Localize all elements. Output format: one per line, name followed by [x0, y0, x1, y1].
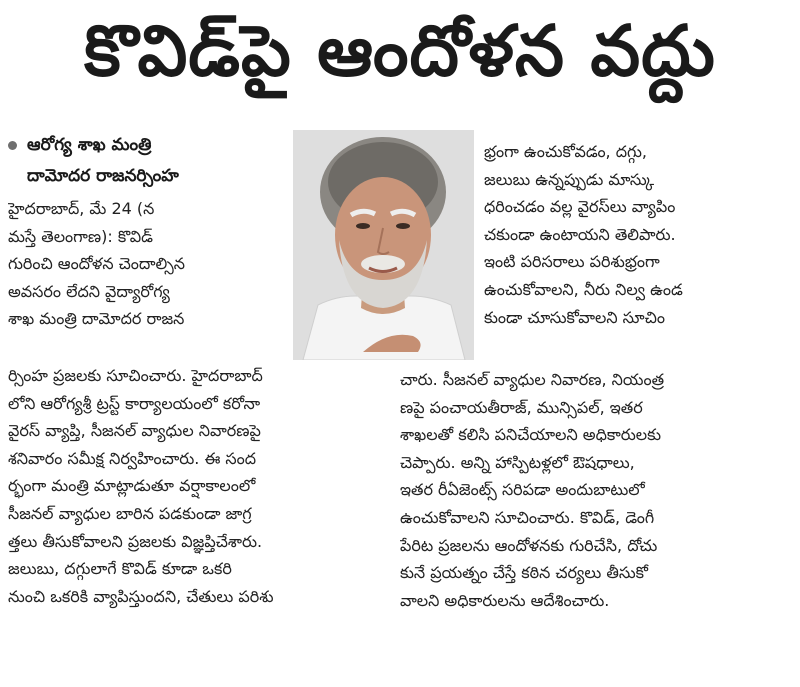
text-line: శాఖలతో కలిసి పనిచేయాలని అధికారులకు	[400, 425, 662, 445]
left-column-top	[8, 195, 288, 333]
portrait-icon	[293, 130, 474, 360]
text-line: ఉంచుకోవాలని సూచించారు. కొవిడ్‌, డెంగీ	[400, 507, 655, 527]
byline-line-1	[8, 130, 293, 161]
text-line: సీజనల్‌ వ్యాధుల బారిన పడకుండా జాగ్ర	[8, 503, 252, 523]
text-line: శనివారం సమీక్ష నిర్వహించారు. ఈ సంద	[8, 448, 257, 468]
text-line: ణపై పంచాయతీరాజ్‌, మున్సిపల్‌, ఇతర	[400, 397, 643, 417]
byline	[8, 130, 293, 192]
byline-name: దామోదర రాజనర్సింహ	[27, 166, 179, 186]
text-line: భ్రంగా ఉంచుకోవడం, దగ్గు,	[484, 142, 647, 161]
text-line: హైదరాబాద్‌, మే 24 (న	[8, 199, 155, 218]
text-line: వైరస్‌ వ్యాప్తి, సీజనల్‌ వ్యాధుల నివారణపై	[8, 421, 261, 441]
text-line: శాఖ మంత్రి దామోదర రాజన	[8, 309, 185, 329]
text-line: త్తలు తీసుకోవాలని ప్రజలకు విజ్ఞప్తిచేశారు.	[8, 531, 263, 551]
text-line: ర్సింహ ప్రజలకు సూచించారు. హైదరాబాద్‌	[8, 366, 263, 385]
byline-title: ఆరోగ్య శాఖ మంత్రి	[27, 135, 152, 155]
text-line: ధరించడం వల్ల వైరస్‌లు వ్యాపిం	[484, 197, 676, 217]
text-line: ఇతర రీఏజెంట్స్‌ సరిపడా అందుబాటులో	[400, 480, 645, 500]
right-column-bottom	[400, 366, 790, 614]
text-line: కుండా చూసుకోవాలని సూచిం	[484, 307, 665, 327]
left-column-bottom	[8, 362, 393, 610]
text-line: జలుబు ఉన్నప్పుడు మాస్కు	[484, 169, 655, 189]
text-line: ఇంటి పరిసరాలు పరిశుభ్రంగా	[484, 252, 660, 272]
text-line: పేరిట ప్రజలను ఆందోళనకు గురిచేసి, దోచు	[400, 535, 658, 555]
text-line: జలుబు, దగ్గులాగే కొవిడ్‌ కూడా ఒకరి	[8, 559, 232, 579]
text-line: నుంచి ఒకరికి వ్యాపిస్తుందని, చేతులు పరిశు	[8, 586, 274, 606]
text-line: గురించి ఆందోళన చెందాల్సిన	[8, 254, 186, 274]
text-line: కునే ప్రయత్నం చేస్తే కఠిన చర్యలు తీసుకో	[400, 563, 648, 583]
byline-line-2	[8, 161, 293, 192]
bullet-icon	[8, 141, 17, 150]
text-line: వాలని అధికారులను ఆదేశించారు.	[400, 590, 610, 610]
headline: కొవిడ్‌పై ఆందోళన వద్దు	[84, 9, 716, 92]
text-line: చకుండా ఉంటాయని తెలిపారు.	[484, 224, 676, 244]
minister-photo	[293, 130, 474, 360]
text-line: అవసరం లేదని వైద్యారోగ్య	[8, 281, 170, 301]
text-line: మస్తే తెలంగాణ): కొవిడ్‌	[8, 226, 153, 246]
text-line: ర్భంగా మంత్రి మాట్లాడుతూ వర్షాకాలంలో	[8, 476, 256, 496]
text-line: చారు. సీజనల్‌ వ్యాధుల నివారణ, నియంత్ర	[400, 370, 665, 389]
right-column-top	[484, 138, 789, 331]
text-line: లోని ఆరోగ్యశ్రీ ట్రస్ట్‌ కార్యాలయంలో కరోనా	[8, 393, 261, 413]
text-line: ఉంచుకోవాలని, నీరు నిల్వ ఉండ	[484, 279, 683, 299]
text-line: చెప్పారు. అన్ని హాస్పిటళ్లలో ఔషధాలు,	[400, 452, 635, 472]
